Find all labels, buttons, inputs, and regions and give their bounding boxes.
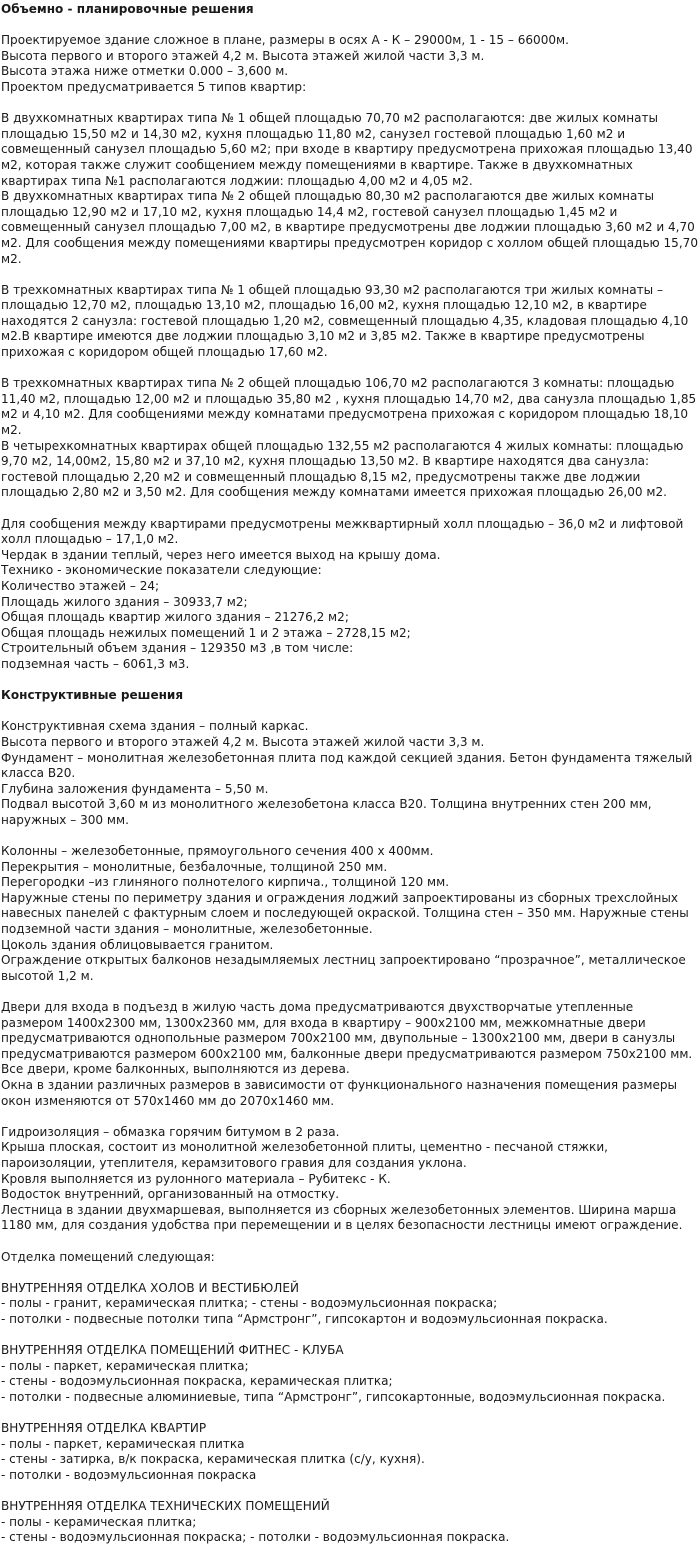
paragraph-gap [1,96,699,112]
text-line: - полы - гранит, керамическая плитка; - стены - водоэмульсионная покраска; [1,1296,498,1311]
text-line: - стены - водоэмульсионная покраска, керамическая плитка; [1,1374,393,1389]
paragraph-gap [1,1109,699,1125]
section-body [1,33,699,672]
text-line: Проектируемое здание сложное в плане, размеры в осях А - К – 29000м, 1 - 15 – 66000м. [1,33,569,48]
text-line: Строительный объем здания – 129350 м3 ,в том числе: [1,641,354,656]
text-line: Цоколь здания облицовывается гранитом. [1,937,274,952]
text-line: Фундамент – монолитная железобетонная плита под каждой секцией здания. Бетон фундамента тяжелый класса В20. [1,750,693,781]
text-line: ВНУТРЕННЯЯ ОТДЕЛКА ТЕХНИЧЕСКИХ ПОМЕЩЕНИЙ [1,1499,330,1513]
text-line: - потолки - подвесные алюминиевые, типа “Армстронг”, гипсокартонные, водоэмульсионная покраска. [1,1389,666,1404]
text-line: Подвал высотой 3,60 м из монолитного железобетона класса В20. Толщина внутренних стен 200 мм, наружных – 300 мм. [1,797,652,827]
text-line: - стены - водоэмульсионная покраска; - потолки - водоэмульсионная покраска. [1,1530,510,1545]
section-heading: Конструктивные решения [1,688,184,703]
text-line: Общая площадь нежилых помещений 1 и 2 этажа – 2728,15 м2; [1,625,411,640]
text-line: ВНУТРЕННЯЯ ОТДЕЛКА ПОМЕЩЕНИЙ ФИТНЕС - КЛУБА [1,1343,344,1358]
text-line: Для сообщения между квартирами предусмотрены межквартирный холл площадью – 36,0 м2 и лифтовой холл площадью – 17,1,0 м2. [1,516,684,547]
text-line: - полы - керамическая плитка; [1,1514,197,1529]
text-line: Конструктивная схема здания – полный каркас. [1,719,309,734]
paragraph-gap [1,18,699,34]
paragraph-gap [1,1265,699,1281]
text-line: Гидроизоляция – обмазка горячим битумом в 2 раза. [1,1124,340,1139]
text-line: Отделка помещений следующая: [1,1249,215,1264]
text-line: Лестница в здании двухмаршевая, выполняется из сборных железобетонных элементов. Ширина марша 1180 мм, для создания удобства при перемещении и в целях безопасности лестницы имеют ограждение. [1,1202,683,1233]
text-line: Технико - экономические показатели следующие: [1,563,322,578]
section-heading: Объемно - планировочные решения [1,2,254,16]
text-line: Площадь жилого здания – 30933,7 м2; [1,594,248,609]
text-line: Крыша плоская, состоит из монолитной железобетонной плиты, цементно - песчаной стяжки, пароизоляции, утеплителя, керамзитового гравия для создания уклона. [1,1140,608,1170]
paragraph-gap [1,1327,699,1343]
text-line: Перегородки –из глиняного полнотелого кирпича., толщиной 120 мм. [1,875,450,890]
text-line: Двери для входа в подъезд в жилую часть дома предусматриваются двухстворчатые утепленные размером 1400х2300 мм, 1300х2360 мм, для входа в квартиру – 900х2100 мм, межкомнатные двери предусматриваются однопольные размером 700х2100 мм, двупольные – 1300х2100 мм, двери в санузлы предусматриваются размером 600х2100 мм, балконные двери предусматриваются размером 750х2100 мм. Все двери, кроме балконных, выполняются из дерева. [1,1000,693,1077]
paragraph-gap [1,828,699,844]
text-line: Проектом предусматривается 5 типов квартир: [1,79,307,94]
text-line: - полы - паркет, керамическая плитка; [1,1358,249,1373]
paragraph-gap [1,984,699,1000]
section-structural [1,688,699,1546]
paragraph-gap [1,361,699,377]
text-line: Водосток внутренний, организованный на отмостку. [1,1187,340,1202]
text-line: Количество этажей – 24; [1,578,160,593]
text-line: ВНУТРЕННЯЯ ОТДЕЛКА КВАРТИР [1,1421,207,1436]
paragraph-gap [1,1405,699,1421]
text-line: Чердак в здании теплый, через него имеется выход на крышу дома. [1,547,441,562]
text-line: В трехкомнатных квартирах типа № 1 общей площадью 93,30 м2 располагаются три жилых комнаты – площадью 12,70 м2, площадью 13,10 м2, площадью 16,00 м2, кухня площадью 12,10 м2, в квартире находятся 2 санузла: гостевой площадью 1,20 м2, совмещенный площадью 4,35, кладовая площадью 4,10 м2.В квартире имеются две лоджии площадью 3,10 м2 и 3,85 м2. Также в квартире предусмотрены прихожая с коридором общей площадью 17,60 м2. [1,282,689,360]
text-line: Глубина заложения фундамента – 5,50 м. [1,781,269,796]
text-line: В трехкомнатных квартирах типа № 2 общей площадью 106,70 м2 располагаются 3 комнаты: площадью 11,40 м2, площадью 12,00 м2 и площадью 35,80 м2 , кухня площадью 14,70 м2, два санузла площадью 1,85 м2 и 4,10 м2. Для сообщениями между комнатами предусмотрена прихожая с коридором площадью 18,10 м2. [1,376,697,438]
text-line: Наружные стены по периметру здания и ограждения лоджий запроектированы из сборных трехслойных навесных панелей с фактурным слоем и последующей окраской. Толщина стен – 350 мм. Наружные стены подземной части здания – монолитные, железобетонные. [1,890,689,937]
text-line: Окна в здании различных размеров в зависимости от функционального назначения помещения размеры окон изменяются от 570х1460 мм до 2070х1460 мм. [1,1077,678,1108]
text-line: Высота первого и второго этажей 4,2 м. Высота этажей жилой части 3,3 м. [1,734,485,749]
text-line: - стены - затирка, в/к покраска, керамическая плитка (с/у, кухня). [1,1452,425,1467]
text-line: - потолки - подвесные потолки типа “Армстронг”, гипсокартон и водоэмульсионная покраска. [1,1311,608,1326]
text-line: Перекрытия – монолитные, безбалочные, толщиной 250 мм. [1,859,388,874]
text-line: Общая площадь квартир жилого здания – 21276,2 м2; [1,610,349,625]
paragraph-gap [1,673,699,689]
text-line: Кровля выполняется из рулонного материала – Рубитекс - К. [1,1171,391,1186]
text-line: подземная часть – 6061,3 м3. [1,656,190,671]
paragraph-gap [1,1234,699,1250]
text-line: ВНУТРЕННЯЯ ОТДЕЛКА ХОЛОВ И ВЕСТИБЮЛЕЙ [1,1280,299,1295]
paragraph-gap [1,501,699,517]
text-line: В двухкомнатных квартирах типа № 1 общей площадью 70,70 м2 располагаются: две жилых комнаты площадью 15,50 м2 и 14,30 м2, кухня площадью 11,80 м2, санузел гостевой площадью 1,60 м2 и совмещенный санузел площадью 5,60 м2; при входе в квартиру предусмотрена прихожая площадью 13,40 м2, которая также служит сообщением между помещениями в квартире. Также в двухкомнатных квартирах типа №1 располагаются лоджии: площадью 4,00 м2 и 4,05 м2. [1,111,693,188]
paragraph-gap [1,1483,699,1499]
section-body [1,719,699,1545]
text-line: В четырехкомнатных квартирах общей площадью 132,55 м2 располагаются 4 жилых комнаты: площадью 9,70 м2, 14,00м2, 15,80 м2 и 37,10 м2, кухня площадью 13,50 м2. В квартире находятся два санузла: гостевой площадью 2,20 м2 и совмещенный площадью 8,15 м2, предусмотрены также две лоджии площадью 2,80 м2 и 3,50 м2. Для сообщения между комнатами имеется прихожая площадью 26,00 м2. [1,438,684,500]
text-line: Высота этажа ниже отметки 0.000 – 3,600 м. [1,64,289,79]
section-planning [1,2,699,673]
text-line: - полы - паркет, керамическая плитка [1,1436,245,1451]
text-line: Высота первого и второго этажей 4,2 м. Высота этажей жилой части 3,3 м. [1,48,485,63]
text-line: Колонны – железобетонные, прямоугольного сечения 400 х 400мм. [1,844,434,859]
paragraph-gap [1,267,699,283]
text-line: - потолки - водоэмульсионная покраска [1,1467,257,1482]
text-line: В двухкомнатных квартирах типа № 2 общей площадью 80,30 м2 располагаются две жилых комнаты площадью 12,90 м2 и 17,10 м2, кухня площадью 14,4 м2, гостевой санузел площадью 1,45 м2 и совмещенный санузел площадью 7,00 м2, в квартире предусмотрены две лоджии площадью 3,60 м2 и 4,70 м2. Для сообщения между помещениями квартиры предусмотрен коридор с холлом общей площадью 15,70 м2. [1,189,698,266]
text-line: Ограждение открытых балконов незадымляемых лестниц запроектировано “прозрачное”, металлическое высотой 1,2 м. [1,953,686,983]
paragraph-gap [1,704,699,720]
